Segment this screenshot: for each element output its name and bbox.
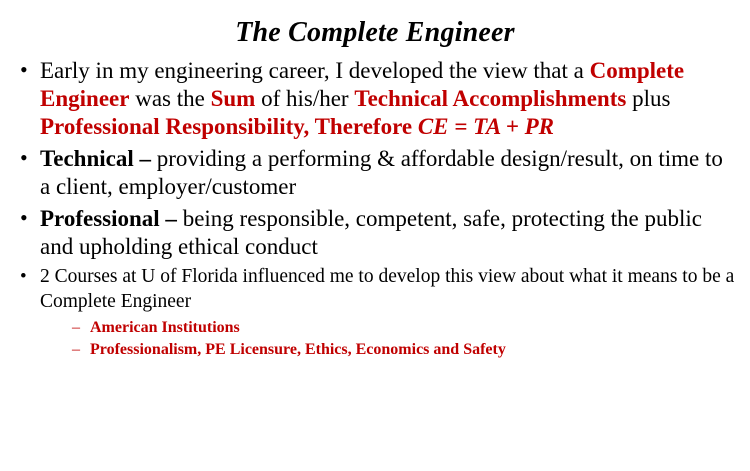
sub-bullet-list (14, 318, 736, 361)
segment-text: of his/her (255, 85, 355, 111)
bullet-professional-text (40, 205, 736, 261)
segment-formula: CE = TA + PR (417, 113, 554, 139)
segment-technical-accomplishments: Technical Accomplishments (354, 85, 627, 111)
segment-technical-label: Technical – (40, 145, 151, 171)
segment-text: being responsible, competent, safe, protecting the public and upholding ethical conduct (40, 206, 702, 260)
bullet-courses (14, 265, 736, 314)
segment-text: plus (626, 85, 671, 111)
bullet-list (14, 57, 736, 361)
sub-bullet-text: American Institutions (90, 318, 240, 336)
segment-text: providing a performing & affordable design/result, on time to a client, employer/customer (40, 145, 723, 199)
sub-bullet-marker: – (72, 318, 80, 336)
segment-professional-label: Professional – (40, 206, 177, 232)
segment-text: was the (129, 85, 211, 111)
bullet-definition (14, 57, 736, 141)
bullet-definition-text (40, 57, 736, 141)
bullet-professional (14, 205, 736, 261)
sub-bullet-text: Professionalism, PE Licensure, Ethics, Economics and Safety (90, 340, 506, 358)
bullet-marker: • (20, 56, 28, 82)
segment-text: 2 Courses at U of Florida influenced me to develop this view about what it means to be a Complete Engineer (40, 266, 735, 312)
sub-bullet-american-institutions (72, 318, 736, 339)
segment-complete-engineer: Complete Engineer (40, 57, 685, 111)
sub-bullet-professionalism (72, 340, 736, 361)
segment-sum: Sum (210, 85, 256, 111)
segment-professional-responsibility: Professional Responsibility, Therefore (40, 113, 418, 139)
bullet-marker: • (20, 144, 28, 170)
bullet-courses-text (40, 265, 736, 314)
bullet-marker: • (20, 266, 27, 288)
bullet-technical (14, 145, 736, 201)
page-title: The Complete Engineer (235, 17, 515, 48)
bullet-marker: • (20, 205, 28, 231)
segment-text: Early in my engineering career, I developed the view that a (40, 57, 590, 83)
bullet-technical-text (40, 145, 736, 201)
sub-bullet-marker: – (72, 340, 80, 358)
